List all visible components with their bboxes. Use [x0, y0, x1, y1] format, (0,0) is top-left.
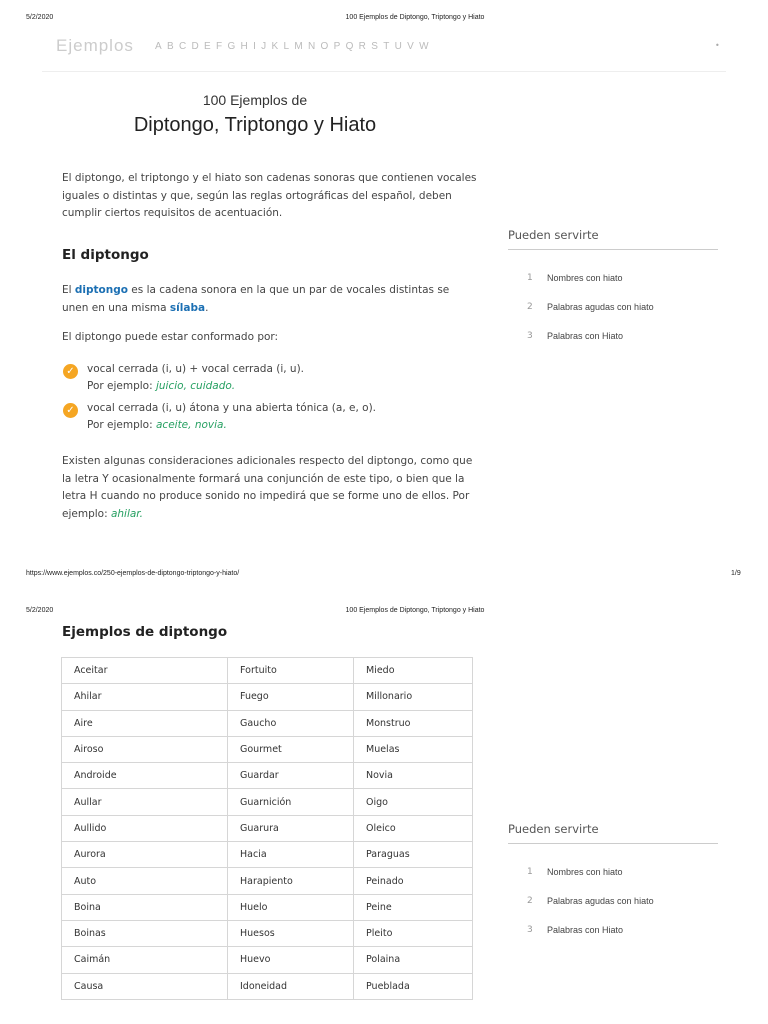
alphabet-letter-link[interactable]: I: [253, 41, 262, 52]
sidebar-item-palabras-agudas-con-hiato[interactable]: Palabras agudas con hiato: [547, 302, 654, 312]
table-cell: Huesos: [228, 920, 354, 946]
sidebar-item-number: 3: [527, 925, 533, 935]
table-cell: Auto: [62, 868, 228, 894]
alphabet-letter-link[interactable]: D: [191, 41, 205, 52]
table-cell: Gourmet: [228, 736, 354, 762]
table-cell: Causa: [62, 973, 228, 999]
table-cell: Boina: [62, 894, 228, 920]
print-date: 5/2/2020: [26, 14, 54, 21]
alphabet-letter-link[interactable]: J: [261, 41, 272, 52]
alphabet-letter-link[interactable]: U: [394, 41, 408, 52]
definition-text: .: [205, 301, 209, 314]
article-title: Diptongo, Triptongo y Hiato: [133, 114, 377, 136]
table-cell: Aurora: [62, 842, 228, 868]
table-row: [62, 920, 473, 946]
table-cell: Boinas: [62, 920, 228, 946]
section-title-diptongo: El diptongo: [62, 247, 149, 263]
print-footer-url: https://www.ejemplos.co/250-ejemplos-de-diptongo-triptongo-y-hiato/: [26, 570, 240, 577]
table-cell: Aire: [62, 710, 228, 736]
alphabet-letter-link[interactable]: M: [294, 41, 308, 52]
example-words: juicio, cuidado.: [155, 380, 236, 392]
table-cell: Guarnición: [228, 789, 354, 815]
definition-text: El: [62, 284, 75, 296]
alphabet-letter-link[interactable]: F: [216, 41, 228, 52]
check-icon: ✓: [63, 364, 78, 379]
table-cell: Novia: [354, 763, 473, 789]
table-cell: Caimán: [62, 947, 228, 973]
table-row: [62, 789, 473, 815]
print-title: 100 Ejemplos de Diptongo, Triptongo y Hiato: [345, 14, 485, 21]
diptongo-examples-table: [61, 657, 473, 1000]
table-cell: Paraguas: [354, 842, 473, 868]
sidebar-title: Pueden servirte: [508, 228, 599, 242]
table-cell: Pueblada: [354, 973, 473, 999]
table-row: [62, 842, 473, 868]
table-cell: Airoso: [62, 736, 228, 762]
sidebar-item-nombres-con-hiato[interactable]: Nombres con hiato: [547, 273, 623, 283]
article-subtitle: 100 Ejemplos de: [202, 92, 308, 108]
bullet-item: [87, 361, 467, 395]
table-cell: Harapiento: [228, 868, 354, 894]
table-cell: Fortuito: [228, 658, 354, 684]
alphabet-letter-link[interactable]: Q: [345, 41, 359, 52]
table-cell: Androide: [62, 763, 228, 789]
alphabet-letter-link[interactable]: G: [227, 41, 241, 52]
bullet-example: [87, 378, 467, 395]
table-cell: Peinado: [354, 868, 473, 894]
alphabet-letter-link[interactable]: B: [166, 41, 179, 52]
table-cell: Aullido: [62, 815, 228, 841]
alphabet-letter-link[interactable]: T: [383, 41, 395, 52]
alphabet-letter-link[interactable]: R: [358, 41, 372, 52]
alphabet-letter-link[interactable]: A: [155, 41, 167, 52]
table-cell: Polaina: [354, 947, 473, 973]
table-cell: Huevo: [228, 947, 354, 973]
alphabet-letter-link[interactable]: O: [320, 41, 334, 52]
table-cell: Hacia: [228, 842, 354, 868]
sidebar-item-number: 2: [527, 302, 533, 312]
table-row: [62, 894, 473, 920]
table-cell: Pleito: [354, 920, 473, 946]
table-cell: Ahilar: [62, 684, 228, 710]
sidebar-item-palabras-agudas-con-hiato[interactable]: Palabras agudas con hiato: [547, 896, 654, 906]
sidebar-item-number: 2: [527, 896, 533, 906]
diptongo-link[interactable]: diptongo: [74, 284, 128, 296]
print-date: 5/2/2020: [26, 607, 54, 614]
bullet-text: vocal cerrada (i, u) átona y una abierta tónica (a, e, o).: [87, 402, 377, 414]
alphabet-letter-link[interactable]: S: [371, 41, 384, 52]
table-cell: Guarura: [228, 815, 354, 841]
alphabet-letter-link[interactable]: L: [283, 41, 295, 52]
alphabet-letter-link[interactable]: H: [240, 41, 254, 52]
sidebar-item-number: 3: [527, 331, 533, 341]
table-row: [62, 815, 473, 841]
sidebar-divider: [508, 249, 718, 250]
table-cell: Miedo: [354, 658, 473, 684]
example-prefix: Por ejemplo:: [87, 419, 156, 431]
header-divider: [42, 71, 726, 72]
intro-paragraph: El diptongo, el triptongo y el hiato son cadenas sonoras que contienen vocales iguales o distintas y que, según las reglas ortográficas del español, deben cumplir ciertos requisitos de acentuación.: [62, 172, 477, 219]
print-title: 100 Ejemplos de Diptongo, Triptongo y Hiato: [345, 607, 485, 614]
table-cell: Muelas: [354, 736, 473, 762]
table-row: [62, 736, 473, 762]
table-cell: Peine: [354, 894, 473, 920]
table-cell: Aullar: [62, 789, 228, 815]
alphabet-letter-link[interactable]: P: [333, 41, 346, 52]
table-row: [62, 868, 473, 894]
alphabet-letter-link[interactable]: E: [204, 41, 217, 52]
check-icon: ✓: [63, 403, 78, 418]
table-cell: Idoneidad: [228, 973, 354, 999]
table-cell: Monstruo: [354, 710, 473, 736]
sidebar-title: Pueden servirte: [508, 822, 599, 836]
alphabet-letter-link[interactable]: N: [307, 41, 321, 52]
silaba-link[interactable]: sílaba: [169, 301, 206, 314]
table-row: [62, 973, 473, 999]
table-cell: Huelo: [228, 894, 354, 920]
sidebar-item-number: 1: [527, 273, 533, 283]
sidebar-divider: [508, 843, 718, 844]
alphabet-letter-link[interactable]: V: [407, 41, 420, 52]
definition-paragraph: [62, 282, 477, 317]
table-cell: Oigo: [354, 789, 473, 815]
table-row: [62, 947, 473, 973]
conformado-paragraph: El diptongo puede estar conformado por:: [62, 331, 279, 343]
table-cell: Aceitar: [62, 658, 228, 684]
site-logo[interactable]: Ejemplos: [56, 36, 134, 55]
table-row: [62, 684, 473, 710]
sidebar-item-nombres-con-hiato[interactable]: Nombres con hiato: [547, 867, 623, 877]
table-row: [62, 658, 473, 684]
print-page-number: 1/9: [731, 570, 741, 577]
table-row: [62, 710, 473, 736]
alphabet-letter-link[interactable]: C: [178, 41, 192, 52]
bullet-item: [87, 400, 467, 434]
sidebar-item-palabras-con-hiato[interactable]: Palabras con Hiato: [547, 925, 624, 935]
search-icon[interactable]: •: [715, 41, 720, 50]
sidebar-item-number: 1: [527, 867, 533, 877]
example-words: aceite, novia.: [155, 419, 227, 431]
considerations-example: ahilar.: [110, 507, 144, 520]
considerations-paragraph: [62, 453, 477, 523]
section-title-ejemplos: Ejemplos de diptongo: [62, 624, 228, 640]
definition-text: es la cadena sonora en la que un par de vocales distintas se unen en una misma: [62, 284, 450, 314]
alphabet-nav: [155, 41, 434, 52]
table-cell: Millonario: [354, 684, 473, 710]
alphabet-letter-link[interactable]: W: [419, 41, 434, 52]
bullet-example: [87, 417, 467, 434]
example-prefix: Por ejemplo:: [87, 380, 156, 392]
sidebar-item-palabras-con-hiato[interactable]: Palabras con Hiato: [547, 331, 624, 341]
table-cell: Gaucho: [228, 710, 354, 736]
bullet-text: vocal cerrada (i, u) + vocal cerrada (i, u).: [87, 363, 304, 375]
considerations-text: Existen algunas consideraciones adicionales respecto del diptongo, como que la letra Y ocasionalmente formará una conjunción de este tipo, o bien que la letra H cuando no produce sonido no impedirá que se forme uno de ellos. Por ejemplo:: [62, 455, 473, 520]
table-row: [62, 763, 473, 789]
table-cell: Oleico: [354, 815, 473, 841]
alphabet-letter-link[interactable]: K: [271, 41, 284, 52]
table-cell: Fuego: [228, 684, 354, 710]
table-cell: Guardar: [228, 763, 354, 789]
